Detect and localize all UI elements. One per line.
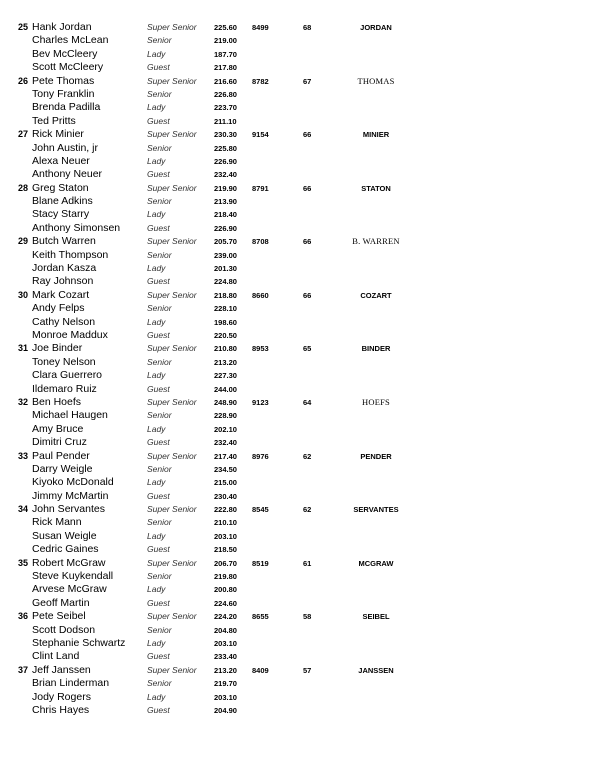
player-name: Stephanie Schwartz — [32, 636, 126, 649]
player-row — [0, 409, 593, 422]
player-division: Senior — [147, 142, 172, 153]
player-division: Super Senior — [147, 236, 197, 247]
player-name: Robert McGraw — [32, 556, 106, 569]
player-row — [0, 557, 593, 570]
team-rank: 30 — [17, 289, 28, 300]
player-score: 204.90 — [214, 705, 237, 715]
team-name: B. WARREN — [352, 236, 400, 247]
team-total: 9123 — [252, 397, 269, 407]
player-row — [0, 34, 593, 47]
player-division: Senior — [147, 678, 172, 689]
player-score: 206.70 — [214, 558, 237, 568]
player-name: Clint Land — [32, 650, 80, 663]
player-score: 226.90 — [214, 156, 237, 166]
player-name: Blane Adkins — [32, 195, 93, 208]
player-division: Senior — [147, 571, 172, 582]
player-score: 219.00 — [214, 36, 237, 46]
player-row — [0, 570, 593, 583]
player-score: 227.30 — [214, 371, 237, 381]
player-row — [0, 583, 593, 596]
player-name: Ray Johnson — [32, 275, 94, 288]
player-division: Super Senior — [147, 343, 197, 354]
team-rank: 35 — [17, 557, 28, 568]
player-name: Amy Bruce — [32, 422, 84, 435]
player-division: Guest — [147, 651, 170, 662]
player-score: 222.80 — [214, 505, 237, 515]
player-division: Lady — [147, 263, 166, 274]
player-row — [0, 249, 593, 262]
team-points: 66 — [303, 237, 312, 247]
player-score: 215.00 — [214, 478, 237, 488]
player-division: Super Senior — [147, 182, 197, 193]
player-division: Super Senior — [147, 504, 197, 515]
team-total: 8660 — [252, 290, 269, 300]
player-row — [0, 289, 593, 302]
player-name: Jeff Janssen — [32, 663, 91, 676]
player-division: Lady — [147, 691, 166, 702]
player-score: 203.10 — [214, 692, 237, 702]
player-row — [0, 329, 593, 342]
team-rank: 32 — [17, 396, 28, 407]
team-rank: 25 — [17, 22, 28, 32]
player-row — [0, 222, 593, 235]
standings-table — [0, 21, 593, 717]
player-division: Lady — [147, 155, 166, 166]
player-score: 213.20 — [214, 357, 237, 367]
player-name: Clara Guerrero — [32, 369, 103, 382]
player-row — [0, 88, 593, 101]
player-score: 233.40 — [214, 652, 237, 662]
player-division: Guest — [147, 222, 170, 233]
player-row — [0, 48, 593, 61]
player-division: Guest — [147, 329, 170, 340]
player-score: 244.00 — [214, 384, 237, 394]
team-name: JANSSEN — [358, 665, 394, 675]
player-name: Bev McCleery — [32, 47, 98, 60]
team-total: 8953 — [252, 344, 269, 354]
player-score: 224.20 — [214, 612, 237, 622]
player-division: Lady — [147, 584, 166, 595]
player-name: Toney Nelson — [32, 355, 96, 368]
team-name: COZART — [360, 290, 392, 300]
player-row — [0, 463, 593, 476]
player-division: Guest — [147, 544, 170, 555]
team-name: MCGRAW — [358, 558, 394, 568]
team-rank: 27 — [17, 129, 28, 140]
player-division: Guest — [147, 115, 170, 126]
player-score: 210.80 — [214, 344, 237, 354]
team-points: 58 — [303, 612, 312, 622]
player-score: 228.90 — [214, 411, 237, 421]
player-division: Super Senior — [147, 289, 197, 300]
player-name: Ildemaro Ruiz — [32, 382, 97, 395]
player-row — [0, 516, 593, 529]
player-name: Brenda Padilla — [32, 101, 101, 114]
player-division: Senior — [147, 356, 172, 367]
team-name: SEIBEL — [362, 612, 390, 622]
player-score: 218.80 — [214, 290, 237, 300]
player-division: Lady — [147, 316, 166, 327]
player-division: Lady — [147, 102, 166, 113]
player-row — [0, 490, 593, 503]
team-total: 8519 — [252, 558, 269, 568]
player-row — [0, 302, 593, 315]
player-division: Senior — [147, 463, 172, 474]
player-name: Jody Rogers — [32, 690, 91, 703]
team-name: THOMAS — [357, 75, 395, 86]
player-score: 219.90 — [214, 183, 237, 193]
player-division: Super Senior — [147, 450, 197, 461]
player-name: John Servantes — [32, 503, 105, 516]
player-division: Guest — [147, 704, 170, 715]
player-division: Senior — [147, 249, 172, 260]
player-score: 232.40 — [214, 438, 237, 448]
player-name: Butch Warren — [32, 235, 96, 248]
team-total: 8791 — [252, 183, 269, 193]
player-division: Lady — [147, 48, 166, 59]
player-score: 220.50 — [214, 330, 237, 340]
player-division: Guest — [147, 169, 170, 180]
player-score: 202.10 — [214, 424, 237, 434]
player-name: Cathy Nelson — [32, 315, 96, 328]
player-name: Kiyoko McDonald — [32, 476, 114, 489]
player-score: 230.30 — [214, 130, 237, 140]
player-name: Geoff Martin — [32, 596, 90, 609]
player-row — [0, 624, 593, 637]
player-row — [0, 677, 593, 690]
team-total: 9154 — [252, 130, 269, 140]
player-name: Charles McLean — [32, 34, 109, 47]
player-row — [0, 61, 593, 74]
player-row — [0, 369, 593, 382]
player-name: Pete Seibel — [32, 610, 86, 623]
player-name: John Austin, jr — [32, 141, 98, 154]
player-name: Dimitri Cruz — [32, 436, 87, 449]
player-score: 239.00 — [214, 250, 237, 260]
player-row — [0, 262, 593, 275]
player-division: Super Senior — [147, 22, 197, 32]
player-row — [0, 530, 593, 543]
player-division: Senior — [147, 517, 172, 528]
player-row — [0, 637, 593, 650]
player-division: Guest — [147, 437, 170, 448]
player-name: Jimmy McMartin — [32, 489, 109, 502]
team-rank: 29 — [17, 236, 28, 247]
team-points: 64 — [303, 397, 312, 407]
player-row — [0, 610, 593, 623]
player-score: 224.60 — [214, 598, 237, 608]
player-division: Lady — [147, 423, 166, 434]
team-total: 8655 — [252, 612, 269, 622]
player-name: Scott McCleery — [32, 61, 104, 74]
player-name: Scott Dodson — [32, 623, 96, 636]
player-division: Super Senior — [147, 557, 197, 568]
team-name: STATON — [361, 183, 391, 193]
player-row — [0, 115, 593, 128]
player-division: Senior — [147, 303, 172, 314]
player-row — [0, 75, 593, 88]
player-division: Super Senior — [147, 664, 197, 675]
player-row — [0, 543, 593, 556]
team-points: 67 — [303, 76, 312, 86]
player-score: 201.30 — [214, 264, 237, 274]
player-name: Jordan Kasza — [32, 262, 97, 275]
team-rank: 31 — [17, 343, 28, 354]
player-row — [0, 128, 593, 141]
player-row — [0, 423, 593, 436]
player-score: 217.80 — [214, 63, 237, 73]
player-row — [0, 101, 593, 114]
team-name: PENDER — [360, 451, 392, 461]
player-row — [0, 195, 593, 208]
player-row — [0, 356, 593, 369]
player-name: Joe Binder — [32, 342, 83, 355]
player-division: Senior — [147, 196, 172, 207]
player-score: 226.90 — [214, 223, 237, 233]
player-score: 223.70 — [214, 103, 237, 113]
player-score: 248.90 — [214, 397, 237, 407]
player-row — [0, 208, 593, 221]
player-name: Ted Pritts — [32, 114, 76, 127]
player-name: Arvese McGraw — [32, 583, 107, 596]
team-points: 57 — [303, 665, 312, 675]
player-score: 226.80 — [214, 89, 237, 99]
team-points: 61 — [303, 558, 312, 568]
player-row — [0, 182, 593, 195]
player-row — [0, 235, 593, 248]
team-rank: 33 — [17, 450, 28, 461]
player-score: 210.10 — [214, 518, 237, 528]
player-name: Brian Linderman — [32, 677, 110, 690]
player-score: 219.80 — [214, 572, 237, 582]
player-name: Michael Haugen — [32, 409, 108, 422]
team-total: 8499 — [252, 23, 269, 32]
player-name: Pete Thomas — [32, 74, 95, 87]
team-points: 65 — [303, 344, 312, 354]
player-score: 230.40 — [214, 491, 237, 501]
player-division: Guest — [147, 383, 170, 394]
player-division: Lady — [147, 370, 166, 381]
team-rank: 36 — [17, 611, 28, 622]
player-name: Stacy Starry — [32, 208, 90, 221]
team-name: SERVANTES — [353, 505, 399, 515]
player-row — [0, 168, 593, 181]
player-row — [0, 383, 593, 396]
player-score: 228.10 — [214, 304, 237, 314]
team-name: JORDAN — [360, 23, 392, 32]
player-score: 225.80 — [214, 143, 237, 153]
player-name: Anthony Neuer — [32, 168, 103, 181]
player-name: Darry Weigle — [32, 462, 93, 475]
player-name: Cedric Gaines — [32, 543, 99, 556]
player-score: 217.40 — [214, 451, 237, 461]
team-rank: 34 — [17, 504, 28, 515]
player-division: Super Senior — [147, 75, 197, 86]
player-name: Anthony Simonsen — [32, 221, 121, 234]
team-rank: 37 — [17, 664, 28, 675]
player-name: Steve Kuykendall — [32, 570, 114, 583]
player-row — [0, 342, 593, 355]
player-name: Keith Thompson — [32, 248, 109, 261]
player-score: 219.70 — [214, 679, 237, 689]
team-rank: 28 — [17, 182, 28, 193]
player-row — [0, 664, 593, 677]
player-name: Chris Hayes — [32, 703, 90, 716]
team-total: 8708 — [252, 237, 269, 247]
player-score: 211.10 — [214, 116, 237, 126]
player-score: 204.80 — [214, 625, 237, 635]
player-name: Rick Mann — [32, 516, 82, 529]
player-score: 216.60 — [214, 76, 237, 86]
team-total: 8976 — [252, 451, 269, 461]
team-name: MINIER — [362, 130, 390, 140]
player-division: Guest — [147, 62, 170, 73]
player-score: 203.10 — [214, 638, 237, 648]
player-row — [0, 21, 593, 34]
player-name: Andy Felps — [32, 302, 85, 315]
team-points: 62 — [303, 505, 312, 515]
player-division: Super Senior — [147, 396, 197, 407]
player-division: Senior — [147, 35, 172, 46]
team-points: 68 — [303, 23, 312, 32]
player-score: 213.20 — [214, 665, 237, 675]
player-name: Mark Cozart — [32, 288, 90, 301]
player-score: 200.80 — [214, 585, 237, 595]
player-row — [0, 503, 593, 516]
player-row — [0, 597, 593, 610]
player-row — [0, 450, 593, 463]
player-score: 218.40 — [214, 210, 237, 220]
player-row — [0, 650, 593, 663]
player-division: Lady — [147, 637, 166, 648]
player-division: Super Senior — [147, 611, 197, 622]
player-row — [0, 436, 593, 449]
team-name: BINDER — [361, 344, 391, 354]
player-row — [0, 142, 593, 155]
player-name: Tony Franklin — [32, 87, 95, 100]
player-division: Super Senior — [147, 129, 197, 140]
player-name: Ben Hoefs — [32, 395, 82, 408]
player-score: 225.60 — [214, 23, 237, 32]
player-name: Monroe Maddux — [32, 328, 108, 341]
player-row — [0, 316, 593, 329]
team-points: 66 — [303, 183, 312, 193]
player-division: Lady — [147, 477, 166, 488]
player-row — [0, 704, 593, 717]
player-division: Guest — [147, 597, 170, 608]
player-score: 218.50 — [214, 545, 237, 555]
team-points: 66 — [303, 130, 312, 140]
player-row — [0, 396, 593, 409]
player-name: Susan Weigle — [32, 529, 97, 542]
player-row — [0, 691, 593, 704]
player-name: Alexa Neuer — [32, 154, 90, 167]
player-score: 198.60 — [214, 317, 237, 327]
player-score: 234.50 — [214, 464, 237, 474]
player-name: Paul Pender — [32, 449, 90, 462]
player-row — [0, 476, 593, 489]
player-score: 205.70 — [214, 237, 237, 247]
player-score: 224.80 — [214, 277, 237, 287]
player-score: 203.10 — [214, 531, 237, 541]
player-name: Greg Staton — [32, 181, 89, 194]
player-name: Hank Jordan — [32, 21, 92, 33]
player-score: 187.70 — [214, 49, 237, 59]
player-division: Guest — [147, 490, 170, 501]
player-division: Senior — [147, 88, 172, 99]
player-row — [0, 155, 593, 168]
team-total: 8545 — [252, 505, 269, 515]
team-points: 62 — [303, 451, 312, 461]
player-division: Senior — [147, 624, 172, 635]
player-score: 213.90 — [214, 197, 237, 207]
team-total: 8409 — [252, 665, 269, 675]
team-name: HOEFS — [362, 396, 390, 407]
player-division: Lady — [147, 530, 166, 541]
team-total: 8782 — [252, 76, 269, 86]
player-division: Senior — [147, 410, 172, 421]
player-division: Lady — [147, 209, 166, 220]
player-division: Guest — [147, 276, 170, 287]
player-row — [0, 275, 593, 288]
team-points: 66 — [303, 290, 312, 300]
team-rank: 26 — [17, 75, 28, 86]
player-score: 232.40 — [214, 170, 237, 180]
player-name: Rick Minier — [32, 128, 84, 141]
